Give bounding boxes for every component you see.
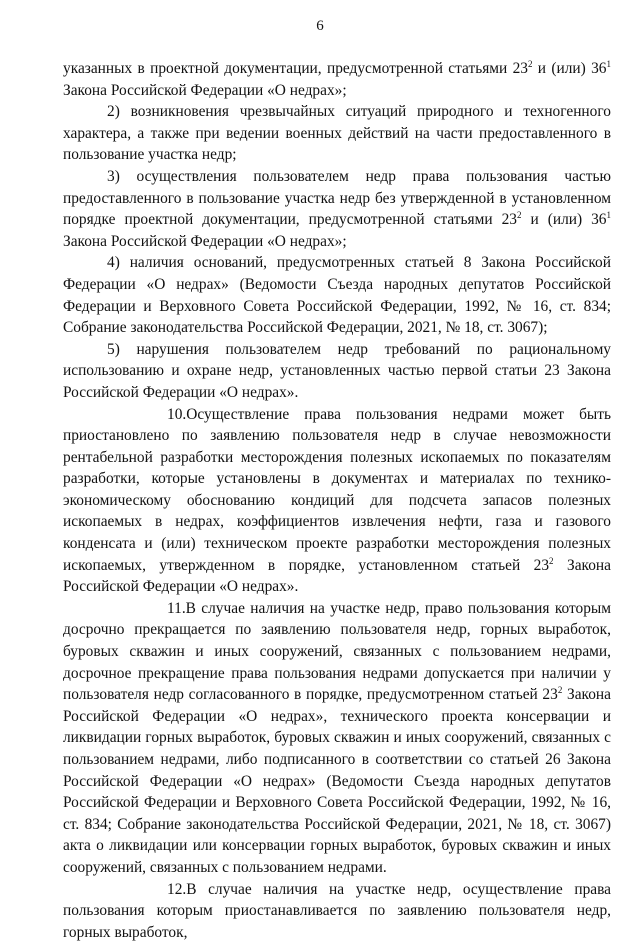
paragraph-item-5: [63, 339, 611, 404]
text-run: Закона Российской Федерации «О недрах»;: [63, 81, 347, 99]
paragraph-number: 12.: [167, 880, 187, 898]
text-run: 5) нарушения пользователем недр требований по рациональному использованию и охране недр, установленных частью первой статьи 23 Закона Российской Федерации «О недрах».: [63, 340, 611, 401]
text-run: Закона Российской Федерации «О недрах», технического проекта консервации и ликвидации горных выработок, буровых скважин и иных сооружений, связанных с пользованием недрами, либо подписанного в соответствии со статьей 26 Закона Российской Федерации «О недрах» (Ведомости Съезда народных депутатов Российской Федерации и Верховного Совета Российской Федерации, 1992, № 16, ст. 834; Собрание законодательства Российской Федерации, 2021, № 18, ст. 3067) акта о ликвидации или консервации горных выработок, буровых скважин и иных сооружений, связанных с пользованием недрами.: [63, 686, 611, 876]
paragraph-11: [63, 598, 611, 879]
text-run: В случае наличия на участке недр, право пользования которым досрочно прекращается по заявлению пользователя недр, горных выработок, буровых скважин и иных сооружений, связанных с пользованием недрами, досрочное прекращение права пользования недрами допускается при наличии у пользователя недр согласованного в порядке, предусмотренном статьей 23: [63, 599, 611, 704]
superscript: 2: [527, 59, 533, 69]
text-run: указанных в проектной документации, предусмотренной статьями 23: [63, 60, 528, 77]
paragraph-cont: [63, 58, 611, 101]
superscript: 1: [606, 59, 611, 69]
paragraph-number: 11.: [167, 599, 186, 617]
text-run: и (или) 36: [521, 211, 607, 229]
text-run: 2) возникновения чрезвычайных ситуаций природного и техногенного характера, а также при ведении военных действий на части предоставленного в пользование участка недр;: [63, 103, 611, 164]
paragraph-item-2: [63, 101, 611, 166]
paragraph-10: [63, 404, 611, 598]
page-number: 6: [316, 18, 324, 34]
paragraph-item-3: [63, 166, 611, 252]
paragraph-12: [63, 879, 611, 943]
text-run: В случае наличия на участке недр, осуществление права пользования которым приостанавливается по заявлению пользователя недр, горных выработок,: [63, 880, 611, 941]
text-run: Закона Российской Федерации «О недрах».: [63, 556, 611, 596]
superscript: 2: [516, 210, 522, 221]
document-body: [63, 58, 611, 943]
text-run: 3) осуществления пользователем недр права пользования частью предоставленного в пользование участка недр без утвержденной в установленном порядке проектной документации, предусмотренной статьями 23: [63, 167, 611, 229]
text-run: и (или) 36: [532, 60, 607, 77]
superscript: 2: [549, 555, 554, 566]
paragraph-item-4: [63, 252, 611, 338]
superscript: 2: [557, 685, 563, 696]
superscript: 1: [606, 210, 611, 221]
text-run: Закона Российской Федерации «О недрах»;: [63, 232, 347, 250]
text-run: 4) наличия оснований, предусмотренных статьей 8 Закона Российской Федерации «О недрах» (Ведомости Съезда народных депутатов Российской Федерации и Верховного Совета Российской Федерации, 1992, № 16, ст. 834; Собрание законодательства Российской Федерации, 2021, № 18, ст. 3067);: [63, 254, 611, 337]
text-run: Осуществление права пользования недрами может быть приостановлено по заявлению пользователя недр в случае невозможности рентабельной разработки месторождения полезных ископаемых по показателям разработки, которые установлены в документах и материалах по технико-экономическому обоснованию кондиций для подсчета запасов полезных ископаемых в недрах, коэффициентов извлечения нефти, газа и газового конденсата и (или) техническом проекте разработки месторождения полезных ископаемых, утвержденном в порядке, установленном статьей 23: [63, 405, 611, 574]
paragraph-number: 10.: [167, 405, 187, 423]
